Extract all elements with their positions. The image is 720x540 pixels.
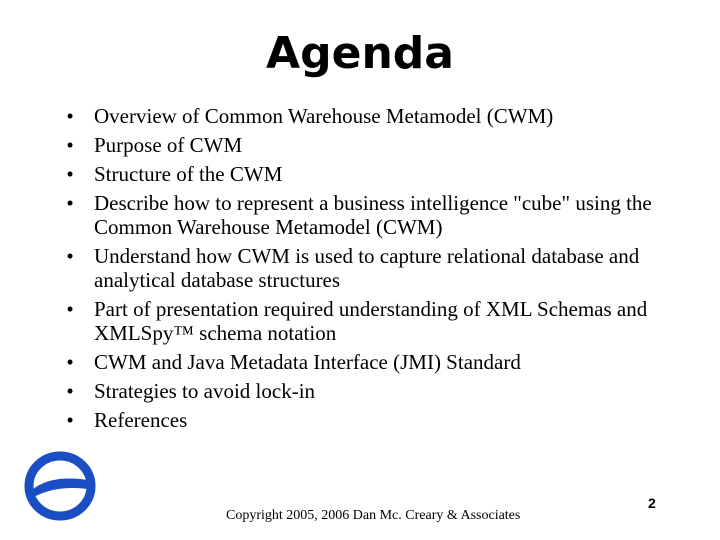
bullet-icon: • xyxy=(66,133,74,157)
copyright-text: Copyright 2005, 2006 Dan Mc. Creary & Associates xyxy=(226,508,521,523)
bullet-icon: • xyxy=(66,244,74,268)
agenda-item-text: References xyxy=(94,408,188,432)
agenda-item xyxy=(60,244,700,292)
agenda-item-text: CWM and Java Metadata Interface (JMI) Standard xyxy=(94,350,521,374)
logo-graphic xyxy=(22,450,98,522)
bullet-icon: • xyxy=(66,162,74,186)
agenda-item xyxy=(60,408,700,432)
agenda-item xyxy=(60,297,700,345)
agenda-item-text: Overview of Common Warehouse Metamodel (CWM) xyxy=(94,104,554,128)
agenda-item xyxy=(60,191,700,239)
agenda-item xyxy=(60,379,700,403)
bullet-icon: • xyxy=(66,191,74,215)
agenda-item-text: Understand how CWM is used to capture relational database and analytical database structures xyxy=(94,244,640,292)
agenda-item xyxy=(60,133,700,157)
agenda-item-text: Part of presentation required understanding of XML Schemas and XMLSpy™ schema notation xyxy=(94,297,648,345)
bullet-icon: • xyxy=(66,379,74,403)
agenda-item xyxy=(60,162,700,186)
agenda-item-text: Describe how to represent a business intelligence "cube" using the Common Warehouse Metamodel (CWM) xyxy=(94,191,652,239)
agenda-list xyxy=(60,104,700,437)
agenda-item xyxy=(60,104,700,128)
dmc-logo-icon xyxy=(22,450,98,522)
slide-title: Agenda xyxy=(266,28,454,79)
agenda-item-text: Purpose of CWM xyxy=(94,133,243,157)
agenda-item-text: Structure of the CWM xyxy=(94,162,283,186)
bullet-icon: • xyxy=(66,408,74,432)
bullet-icon: • xyxy=(66,104,74,128)
agenda-item xyxy=(60,350,700,374)
page-number: 2 xyxy=(648,495,656,511)
logo-swoosh xyxy=(32,478,94,497)
agenda-item-text: Strategies to avoid lock-in xyxy=(94,379,316,403)
bullet-icon: • xyxy=(66,297,74,321)
bullet-icon: • xyxy=(66,350,74,374)
